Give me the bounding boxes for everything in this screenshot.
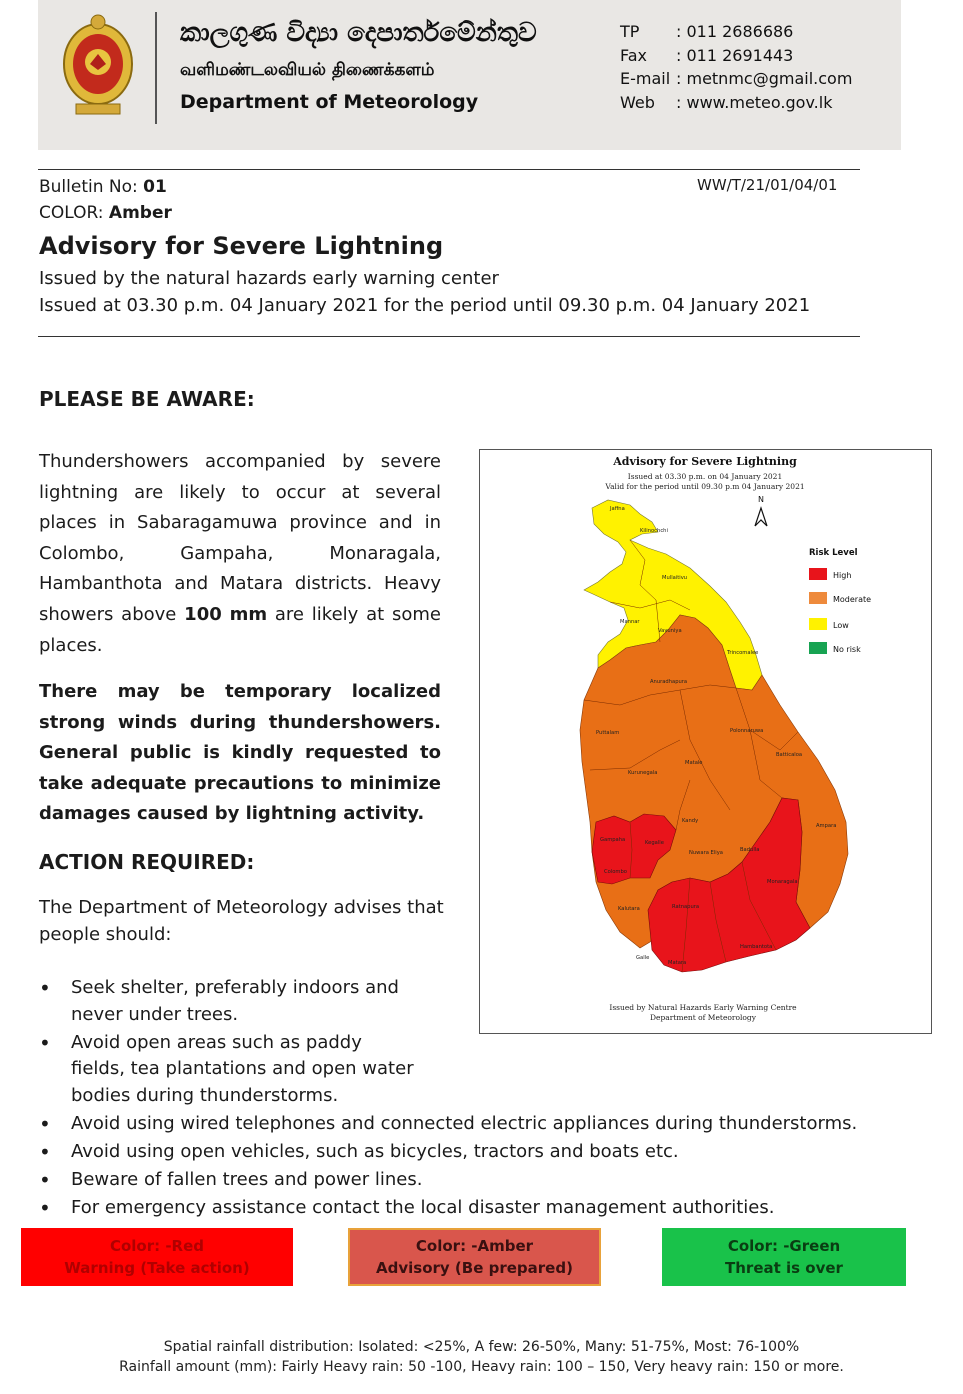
district-label: Mannar	[620, 619, 640, 625]
district-label: Kalutara	[618, 906, 640, 912]
contact-web	[620, 91, 852, 115]
district-label: Monaragala	[767, 879, 798, 885]
color-code-red	[21, 1228, 293, 1286]
list-item: • Beware of fallen trees and power lines.	[39, 1167, 921, 1194]
north-label: N	[758, 495, 764, 504]
footer-rainfall-note: Rainfall amount (mm): Fairly Heavy rain: 50 -100, Heavy rain: 100 – 150, Very heavy rain: 150 or more.	[119, 1359, 844, 1375]
legend-label: Low	[833, 621, 849, 630]
winds-paragraph: There may be temporary localized strong winds during thundershowers. General public is kindly requested to take adequate precautions to minimize damages caused by lightning activity.	[39, 681, 441, 825]
section-rule	[38, 336, 860, 337]
header-divider	[155, 12, 157, 124]
district-label: Kandy	[682, 818, 699, 824]
list-item: • For emergency assistance contact the local disaster management authorities.	[39, 1195, 921, 1222]
department-name-sinhala: කාලගුණ විද්‍යා දෙපාර්තමේන්තුව	[180, 18, 537, 48]
contact-info	[620, 20, 852, 114]
bulletin-number-label: Bulletin No:	[39, 177, 144, 197]
advisory-title: Advisory for Severe Lightning	[39, 232, 444, 260]
bulletin-info	[39, 174, 172, 226]
footer-distribution-note: Spatial rainfall distribution: Isolated: <25%, A few: 26-50%, Many: 51-75%, Most: 76-100%	[163, 1339, 800, 1355]
department-name-tamil: வளிமண்டலவியல் திணைக்களம்	[180, 60, 435, 80]
aware-paragraph-text: Thundershowers accompanied by severe lightning are likely to occur at several places in Sabaragamuwa province and in Colombo, Gampaha, Monaragala, Hambanthota and Matara districts. Heavy showers above	[39, 451, 441, 625]
district-label: Hambantota	[740, 944, 773, 950]
district-label: Puttalam	[596, 730, 620, 736]
district-label: Kegalle	[645, 840, 664, 846]
advisory-issue-info	[39, 266, 810, 319]
map-footer-issuer: Issued by Natural Hazards Early Warning Centre	[609, 1003, 797, 1012]
legend-swatch-no-risk	[809, 642, 827, 654]
district-label: Colombo	[604, 869, 627, 875]
map-valid: Valid for the period until 09.30 p.m 04 January 2021	[605, 482, 805, 491]
district-label: Galle	[636, 955, 650, 961]
color-code-title: Color: -Red	[109, 1237, 205, 1255]
contact-label: Fax	[620, 45, 648, 65]
legend-title: Risk Level	[809, 548, 858, 558]
map-issued: Issued at 03.30 p.m. on 04 January 2021	[627, 472, 783, 481]
aware-paragraph	[39, 447, 441, 661]
legend-label: No risk	[833, 645, 861, 654]
contact-phone	[620, 20, 852, 44]
district-label: Batticaloa	[776, 752, 803, 758]
district-label: Badulla	[740, 847, 760, 853]
action-intro: The Department of Meteorology advises that people should:	[39, 897, 444, 945]
north-arrow-icon	[755, 495, 767, 526]
rainfall-unit: mm	[229, 603, 268, 625]
district-label: Anuradhapura	[650, 679, 688, 685]
bulletin-color	[39, 200, 172, 226]
contact-value: : 011 2686686	[676, 22, 794, 41]
contact-label: TP	[620, 22, 640, 41]
district-label: Matale	[685, 760, 703, 766]
contact-value[interactable]: : www.meteo.gov.lk	[676, 92, 833, 112]
district-label: Vavuniya	[658, 628, 682, 634]
list-item-text: • Avoid open areas such as paddy fields, tea plantations and open water bodies during thunderstorms.	[71, 1031, 414, 1106]
national-emblem-logo	[60, 12, 136, 120]
district-label: Gampaha	[600, 837, 626, 843]
risk-map-panel	[479, 449, 932, 1034]
list-item	[39, 1030, 921, 1110]
legend-swatch-high	[809, 568, 827, 580]
list-item: • Avoid using open vehicles, such as bicycles, tractors and boats etc.	[39, 1139, 921, 1166]
district-label: Kurunegala	[628, 770, 658, 776]
issued-by: Issued by the natural hazards early warning center	[39, 268, 499, 289]
map-legend	[809, 548, 871, 654]
map-footer-department: Department of Meteorology	[650, 1013, 756, 1022]
legend-label: Moderate	[833, 595, 872, 604]
issued-at: Issued at 03.30 p.m. 04 January 2021 for the period until 09.30 p.m. 04 January 2021	[39, 294, 811, 316]
contact-fax	[620, 44, 852, 68]
legend-swatch-low	[809, 618, 827, 630]
bulletin-color-value: Amber	[108, 203, 172, 223]
color-code-amber	[348, 1228, 601, 1286]
bulletin-number-value: 01	[143, 177, 167, 197]
bulletin-color-label: COLOR:	[39, 203, 109, 223]
contact-label: E-mail	[620, 69, 671, 88]
list-item: • Seek shelter, preferably indoors and never under trees.	[39, 975, 451, 1028]
department-name-english: Department of Meteorology	[180, 91, 479, 113]
color-code-green	[662, 1228, 906, 1286]
district-label: Trincomalee	[727, 650, 759, 656]
color-code-meaning: Advisory (Be prepared)	[376, 1259, 573, 1277]
map-title: Advisory for Severe Lightning	[613, 455, 797, 468]
action-heading: ACTION REQUIRED:	[39, 850, 255, 874]
color-code-title: Color: -Amber	[415, 1237, 534, 1255]
list-item: • Avoid using wired telephones and connected electric appliances during thunderstorms.	[39, 1111, 921, 1138]
district-label: Ampara	[816, 823, 837, 829]
bulletin-number	[39, 174, 172, 200]
contact-email	[620, 67, 852, 91]
contact-value: : 011 2691443	[676, 45, 794, 65]
legend-label: High	[833, 571, 852, 580]
district-label: Jaffna	[610, 506, 625, 512]
contact-value[interactable]: : metnmc@gmail.com	[676, 69, 853, 88]
district-label: Polonnaruwa	[730, 728, 764, 734]
rainfall-amount: 100	[184, 603, 222, 625]
top-rule	[38, 169, 860, 170]
aware-paragraph-tail: are likely at some places.	[39, 603, 441, 656]
district-label: Matara	[668, 960, 687, 966]
color-code-title: Color: -Green	[727, 1237, 841, 1255]
district-label: Mullaitivu	[662, 575, 688, 581]
legend-swatch-moderate	[809, 592, 827, 604]
bulletin-reference: WW/T/21/01/04/01	[697, 176, 838, 194]
color-code-meaning: Warning (Take action)	[64, 1259, 250, 1277]
color-code-meaning: Threat is over	[725, 1259, 843, 1277]
aware-heading: PLEASE BE AWARE:	[39, 387, 255, 411]
contact-label: Web	[620, 92, 655, 112]
district-label: Ratnapura	[672, 904, 700, 910]
district-label: Kilinochchi	[640, 528, 668, 534]
sri-lanka-risk-map	[480, 450, 931, 1033]
district-label: Nuwara Eliya	[689, 850, 723, 856]
